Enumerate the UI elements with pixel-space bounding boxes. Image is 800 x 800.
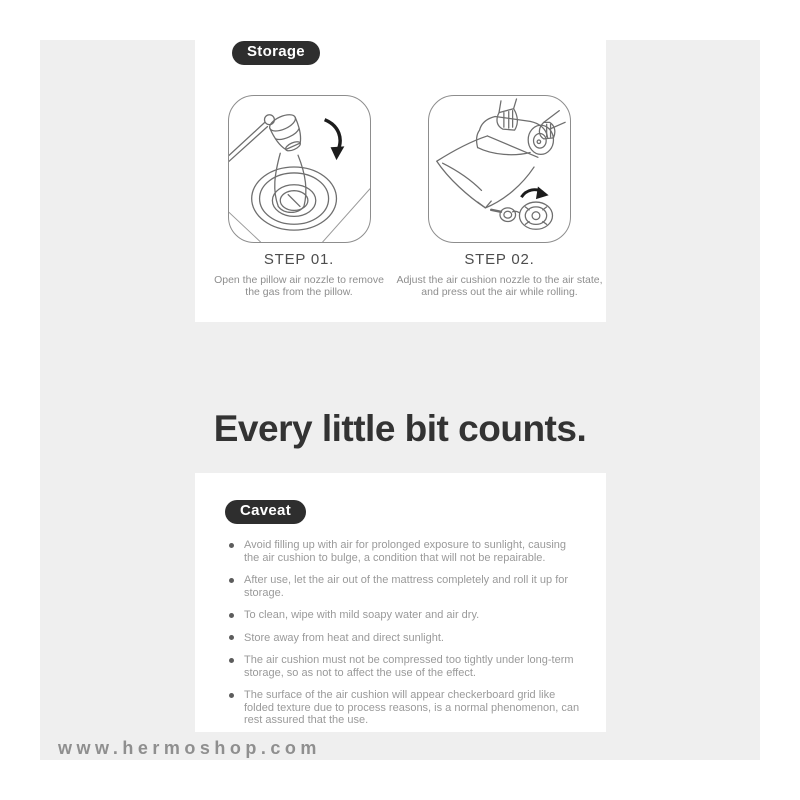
step-2-title: STEP 02. — [464, 251, 535, 268]
watermark: www.hermoshop.com — [58, 738, 321, 758]
step-2-description: Adjust the air cushion nozzle to the air state, and press out the air while rolling. — [396, 274, 603, 298]
caveat-section — [195, 473, 606, 732]
caveat-item: The air cushion must not be compressed too tightly under long-term storage, so as not to affect the use of the effect. — [228, 654, 580, 679]
rotate-arrow-icon — [521, 187, 548, 200]
step-1 — [199, 251, 399, 298]
caveat-list — [228, 539, 580, 737]
caveat-item: The surface of the air cushion will appear checkerboard grid like folded texture due to process reasons, is a normal phenomenon, can rest assured that the use. — [228, 689, 580, 727]
headline: Every little bit counts. — [213, 408, 587, 449]
storage-section — [195, 40, 606, 322]
roll-mattress-illustration — [428, 95, 571, 243]
caveat-item: Store away from heat and direct sunlight. — [228, 632, 580, 645]
storage-badge: Storage — [232, 41, 320, 65]
open-nozzle-illustration — [228, 95, 371, 243]
caveat-item: Avoid filling up with air for prolonged exposure to sunlight, causing the air cushion to bulge, a condition that will not be repairable. — [228, 539, 580, 564]
nozzle-line-art — [229, 96, 370, 242]
step-1-description: Open the pillow air nozzle to remove the gas from the pillow. — [214, 274, 384, 298]
rotate-arrow-icon — [325, 120, 345, 160]
rolling-line-art — [429, 96, 570, 242]
caveat-item: To clean, wipe with mild soapy water and air dry. — [228, 609, 580, 622]
caveat-badge: Caveat — [225, 500, 306, 524]
step-1-title: STEP 01. — [263, 251, 335, 268]
caveat-item: After use, let the air out of the mattress completely and roll it up for storage. — [228, 574, 580, 599]
step-2 — [392, 251, 607, 298]
